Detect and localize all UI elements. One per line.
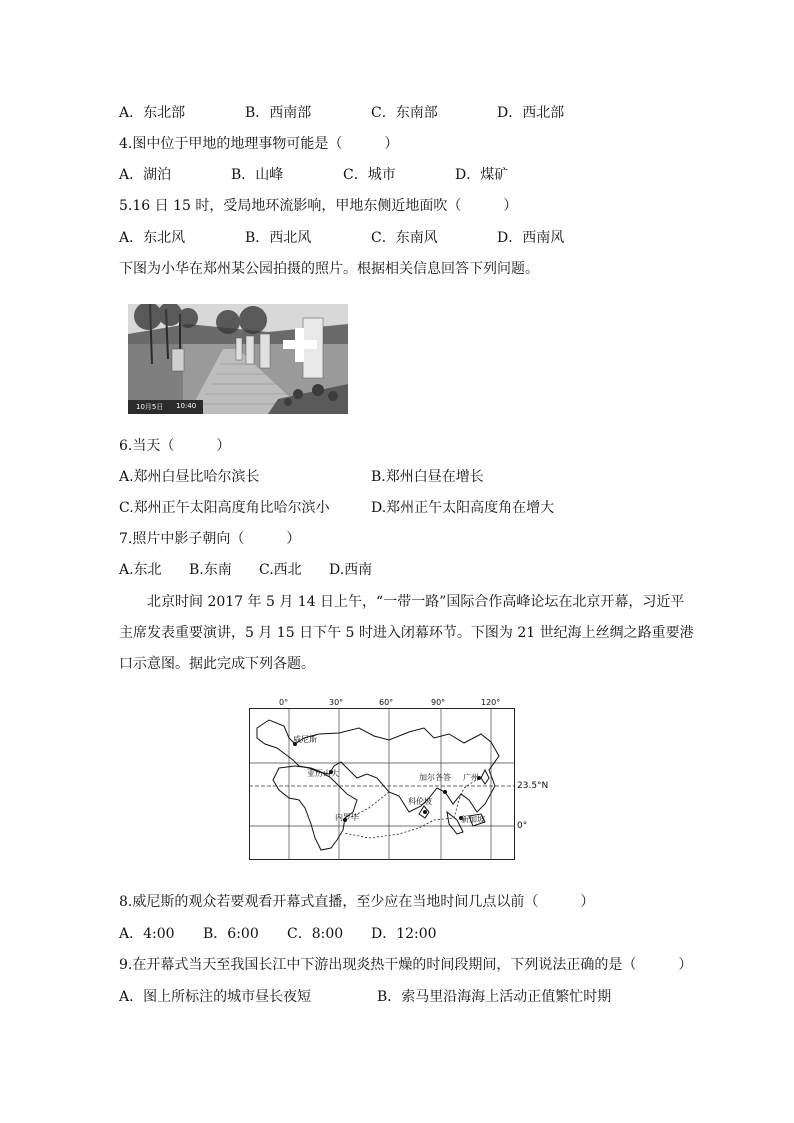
photo-time-caption: 10:40	[176, 402, 197, 410]
q3-option-c: C．东南部	[371, 105, 438, 121]
q6-option-a: A.郑州白昼比哈尔滨长	[119, 469, 260, 485]
map-axis-labels	[249, 698, 515, 860]
longitude-label-30: 30°	[329, 698, 344, 707]
q6-option-d: D.郑州正午太阳高度角在增大	[371, 500, 555, 516]
intro-photo-question: 下图为小华在郑州某公园拍摄的照片。根据相关信息回答下列问题。	[119, 261, 539, 277]
intro-map-line3: 口示意图。据此完成下列各题。	[119, 656, 315, 672]
tropic-label: 23.5°N	[517, 781, 549, 791]
longitude-label-60: 60°	[379, 698, 394, 707]
q6-option-c: C.郑州正午太阳高度角比哈尔滨小	[119, 500, 330, 516]
longitude-label-0: 0°	[279, 698, 289, 707]
q4-option-a: A．湖泊	[119, 167, 172, 183]
city-label-alexandria: 亚历山大	[307, 769, 339, 778]
longitude-label-90: 90°	[431, 698, 446, 707]
q4-option-d: D．煤矿	[455, 167, 509, 183]
q4-stem: 4.图中位于甲地的地理事物可能是（ ）	[119, 136, 399, 152]
q6-stem: 6.当天（ ）	[119, 438, 231, 454]
city-label-colombo: 科伦坡	[408, 797, 432, 806]
q9-option-a: A．图上所标注的城市昼长夜短	[119, 989, 312, 1005]
q4-option-c: C．城市	[343, 167, 396, 183]
q3-option-b: B．西南部	[245, 105, 312, 121]
maritime-silk-road-map	[249, 698, 515, 860]
q8-option-c: C．8:00	[287, 926, 344, 942]
q7-option-a: A.东北	[119, 562, 162, 578]
q8-option-b: B．6:00	[203, 926, 259, 942]
intro-map-line1: 北京时间 2017 年 5 月 14 日上午，“一带一路”国际合作高峰论坛在北京开幕，习近平	[147, 594, 685, 610]
q3-option-a: A．东北部	[119, 105, 186, 121]
q8-option-a: A．4:00	[119, 926, 175, 942]
park-photo-image	[128, 304, 348, 414]
q7-option-c: C.西北	[259, 562, 302, 578]
q5-option-b: B．西北风	[245, 230, 312, 246]
city-label-guangzhou: 广州	[463, 773, 479, 782]
equator-label: 0°	[517, 821, 528, 831]
q7-stem: 7.照片中影子朝向（ ）	[119, 531, 301, 547]
q7-option-d: D.西南	[329, 562, 373, 578]
q9-stem: 9.在开幕式当天至我国长江中下游出现炎热干燥的时间段期间，下列说法正确的是（ ）	[119, 957, 693, 973]
photo-date-caption: 10月5日	[136, 403, 164, 411]
city-label-nairobi: 内罗毕	[335, 813, 359, 822]
city-label-singapore: 新加坡	[461, 815, 485, 824]
longitude-label-120: 120°	[481, 698, 501, 707]
q4-option-b: B．山峰	[231, 167, 284, 183]
city-label-kolkata: 加尔各答	[419, 773, 451, 782]
q9-option-b: B．索马里沿海海上活动正值繁忙时期	[377, 989, 612, 1005]
q8-stem: 8.威尼斯的观众若要观看开幕式直播，至少应在当地时间几点以前（ ）	[119, 894, 595, 910]
park-photo	[128, 304, 348, 414]
intro-map-line2: 主席发表重要演讲，5 月 15 日下午 5 时进入闭幕环节。下图为 21 世纪海上丝绸之路重要港	[119, 625, 694, 641]
city-label-venice: 威尼斯	[293, 735, 317, 744]
q8-option-d: D．12:00	[371, 926, 437, 942]
q3-option-d: D．西北部	[497, 105, 565, 121]
q5-stem: 5.16 日 15 时，受局地环流影响，甲地东侧近地面吹（ ）	[119, 198, 518, 214]
q5-option-a: A．东北风	[119, 230, 186, 246]
q5-option-c: C．东南风	[371, 230, 438, 246]
q6-option-b: B.郑州白昼在增长	[371, 469, 484, 485]
q7-option-b: B.东南	[189, 562, 232, 578]
q5-option-d: D．西南风	[497, 230, 565, 246]
